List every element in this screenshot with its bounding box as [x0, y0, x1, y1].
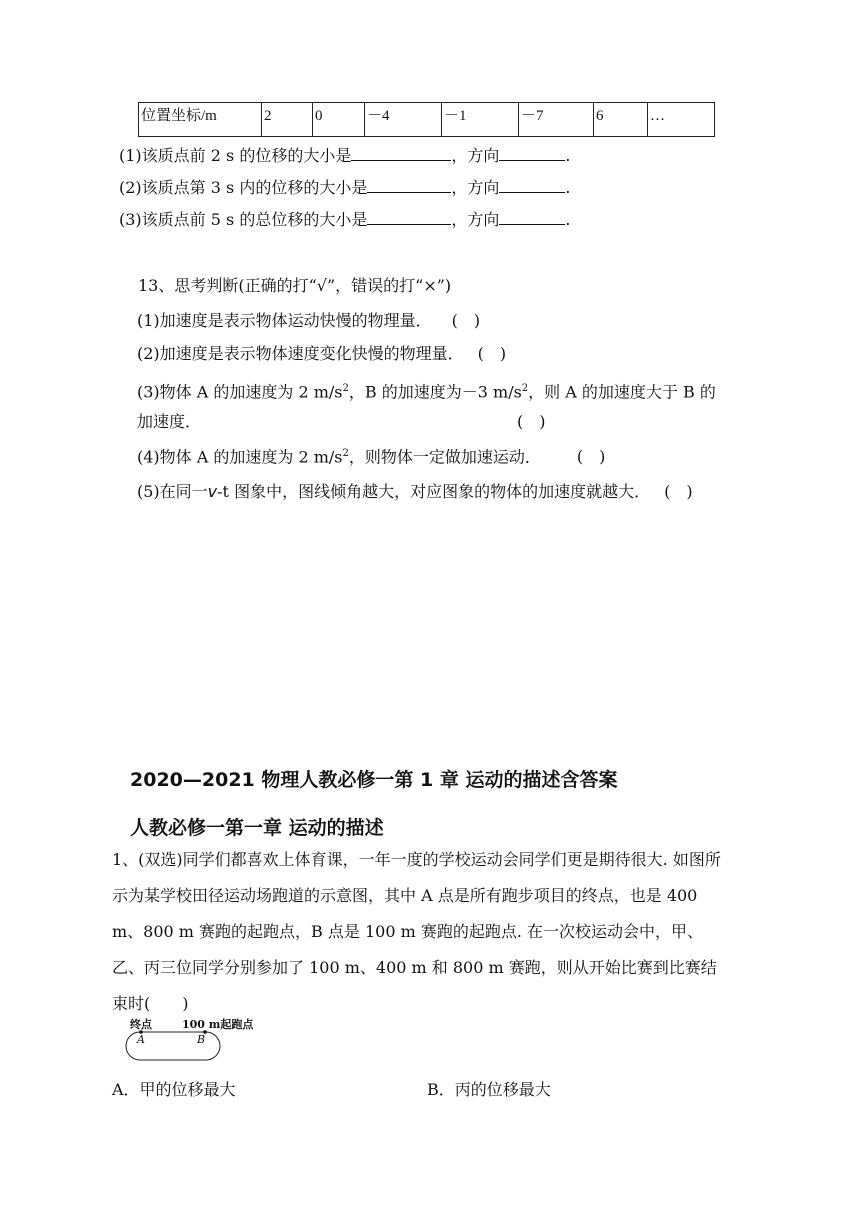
answer-blank	[367, 176, 451, 193]
table-cell: 2	[262, 103, 313, 137]
table-cell: 0	[313, 103, 365, 137]
table-cell: －1	[442, 103, 519, 137]
q1-question-text: 1、(双选)同学们都喜欢上体育课，一年一度的学校运动会同学们更是期待很大. 如图所示为某学校田径运动场跑道的示意图，其中 A 点是所有跑步项目的终点，也是 400 m、800 m 赛跑的起跑点，B 点是 100 m 赛跑的起跑点. 在一次校运动会中，甲、乙、丙三位同学分别参加了 100 m、400 m 和 800 m 赛跑，则从开始比赛到比赛结束时( )	[112, 850, 721, 1013]
table-cell: －4	[365, 103, 442, 137]
table-cell: －7	[519, 103, 594, 137]
answer-blank	[499, 144, 565, 161]
q13-item-2: (2)加速度是表示物体速度变化快慢的物理量． ( )	[137, 344, 507, 363]
table-row	[139, 103, 715, 137]
chapter-subtitle: 人教必修一第一章 运动的描述	[130, 817, 384, 839]
table-cell: 6	[594, 103, 648, 137]
q13-title: 13、思考判断(正确的打“√”，错误的打“×”)	[138, 276, 452, 295]
q12-part3: (3)该质点前 5 s 的总位移的大小是 ，方向 .	[119, 210, 571, 229]
answer-blank	[367, 208, 451, 225]
q13-item-4: (4)物体 A 的加速度为 2 $m/s^2$，则物体一定做加速运动． ( )	[137, 447, 606, 467]
q12-part2: (2)该质点第 3 s 内的位移的大小是 ，方向 .	[119, 178, 571, 197]
table-cell: …	[648, 103, 715, 137]
document-title: 2020—2021 物理人教必修一第 1 章 运动的描述含答案	[130, 769, 618, 791]
option-b: B．丙的位移最大	[427, 1080, 551, 1099]
answer-blank	[499, 208, 565, 225]
q12-part1: (1)该质点前 2 s 的位移的大小是 ，方向 .	[119, 146, 571, 165]
start-100m-label: 100 m起跑点	[182, 1018, 254, 1031]
q13-item-3: (3)物体 A 的加速度为 2 $m/s^2$，B 的加速度为－3 $m/s^2$，则 A 的加速度大于 B 的	[137, 382, 716, 402]
track-figure	[118, 1014, 254, 1070]
answer-blank	[351, 144, 451, 161]
finish-label: 终点	[130, 1018, 152, 1031]
point-a-label: A	[137, 1033, 145, 1046]
position-table	[138, 102, 715, 137]
table-cell: 位置坐标/m	[139, 103, 262, 137]
q13-item-5: (5)在同一v-t 图象中，图线倾角越大，对应图象的物体的加速度就越大． ( )	[137, 482, 693, 501]
point-b-label: B	[197, 1033, 206, 1046]
answer-blank	[499, 176, 565, 193]
option-a: A．甲的位移最大	[112, 1080, 236, 1099]
q13-item-1: (1)加速度是表示物体运动快慢的物理量． ( )	[137, 311, 481, 330]
q13-item-3-cont: 加速度． ( )	[137, 412, 546, 431]
